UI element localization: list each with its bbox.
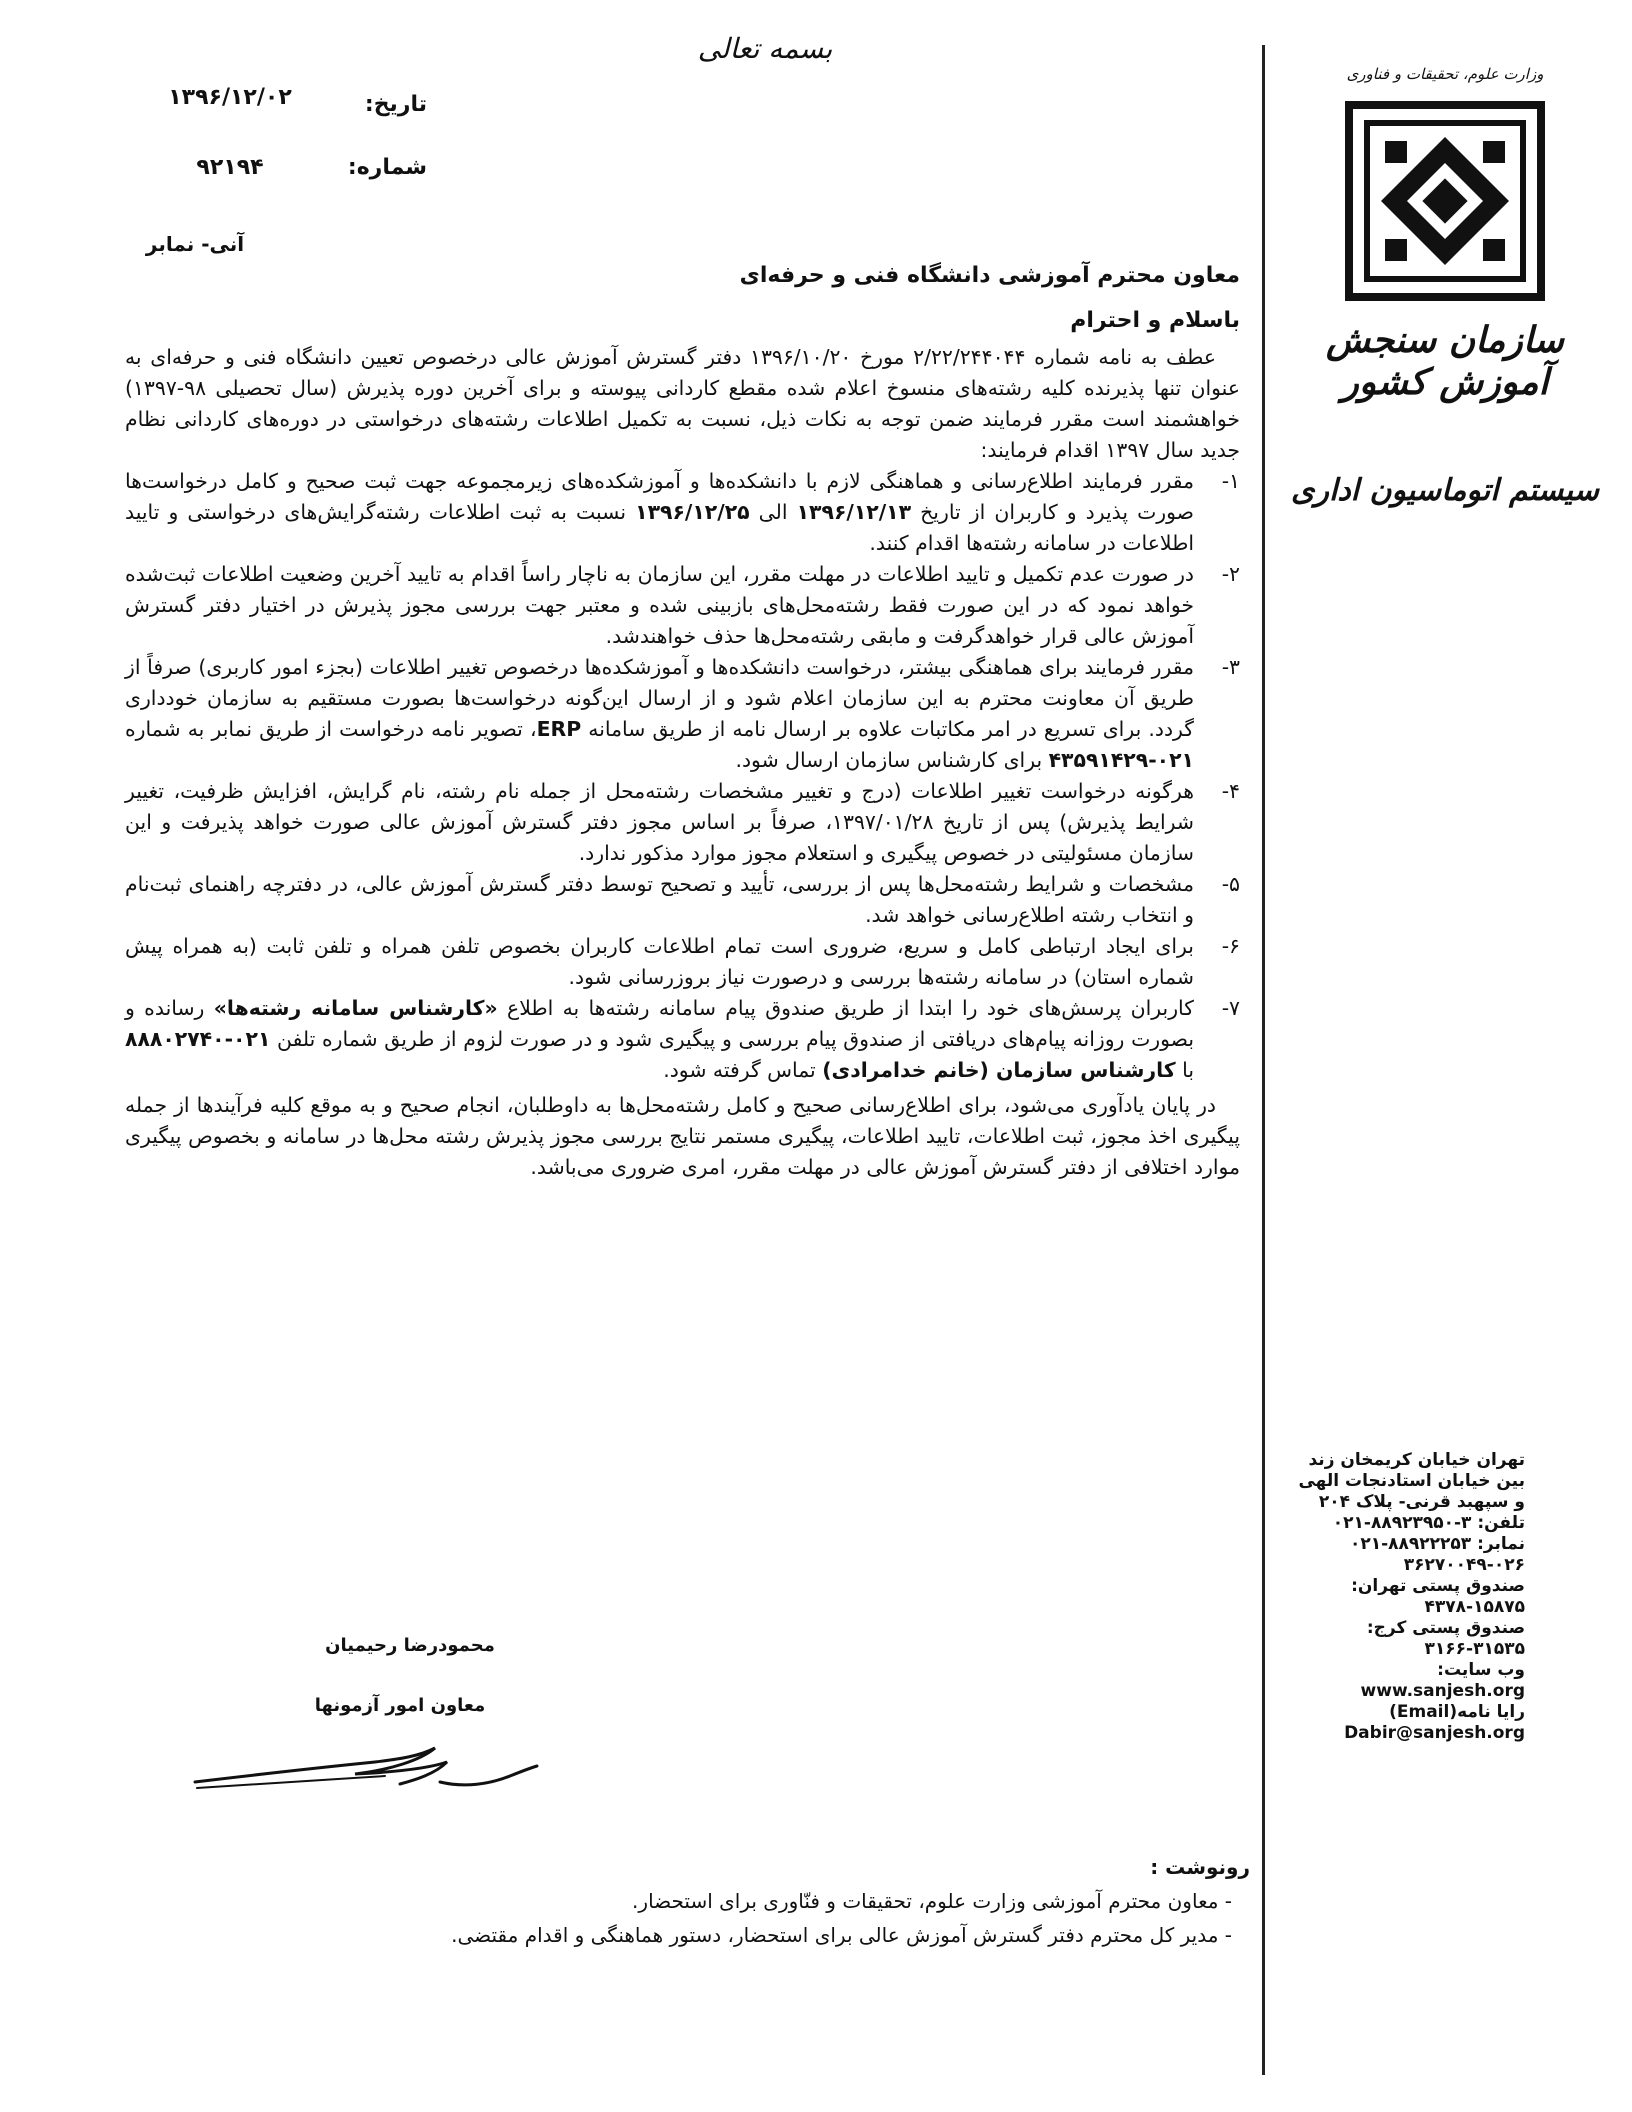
letter-body — [125, 260, 1240, 1183]
fax-line — [1275, 1534, 1525, 1555]
start-date: ۱۳۹۶/۱۲/۱۳ — [796, 500, 912, 524]
item-text-part: نسبت به ثبت اطلاعات رشته‌گرایش‌های درخواستی و تایید اطلاعات در سامانه رشته‌ها اقدام کنند. — [125, 500, 1194, 555]
organization-name: سازمان سنجش آموزش کشور — [1326, 319, 1564, 403]
sidebar — [1275, 55, 1615, 508]
address-line: تهران خیابان کریمخان زند — [1308, 1450, 1525, 1470]
signatory-name: محمودرضا رحیمیان — [325, 1635, 495, 1656]
ministry-name: وزارت علوم، تحقیقات و فناوری — [1346, 65, 1544, 83]
address-line: و سپهبد قرنی- پلاک ۲۰۴ — [1318, 1492, 1525, 1512]
list-item — [125, 993, 1240, 1086]
contact-info — [1275, 1450, 1525, 1744]
item-text — [125, 652, 1194, 776]
item-text: برای ایجاد ارتباطی کامل و سریع، ضروری است تمام اطلاعات کاربران بخصوص تلفن همراه و تلفن ثابت (به همراه پیش شماره استان) در سامانه رشته‌ها بررسی و درصورت نیاز بروزرسانی شود. — [125, 934, 1194, 989]
phone-line: تلفن: ۳-۸۸۹۲۳۹۵۰-۰۲۱ — [1332, 1513, 1525, 1533]
end-date: ۱۳۹۶/۱۲/۲۵ — [635, 500, 750, 524]
basmala-header: بسمه تعالی — [697, 32, 833, 65]
address-line: بین خیابان استادنجات الهی — [1298, 1471, 1525, 1491]
intro-paragraph: عطف به نامه شماره ۲/۲۲/۲۴۴۰۴۴ مورخ ۱۳۹۶/۱۰/۲۰ دفتر گسترش آموزش عالی درخصوص تعیین دانشگاه فنی و حرفه‌ای به عنوان تنها پذیرنده کلیه رشته‌های منسوخ اعلام شده مقطع کاردانی پیوسته و برای آخرین دوره پذیرش (سال تحصیلی ۹۸-۱۳۹۷) خواهشمند است مقرر فرمایند ضمن توجه به نکات ذیل، نسبت به تکمیل اطلاعات رشته‌های درخواستی در دوره‌های کاردانی نظام جدید سال ۱۳۹۷ اقدام فرمایند: — [125, 345, 1240, 462]
fax-label: نمابر: — [1477, 1534, 1525, 1554]
item-number: ۱- — [1221, 469, 1240, 493]
item-number: ۶- — [1221, 934, 1240, 958]
cc-title: رونوشت : — [1150, 1855, 1250, 1879]
system-name: سیستم اتوماسیون اداری — [1291, 473, 1599, 508]
item-number: ۴- — [1221, 779, 1240, 803]
item-text — [125, 993, 1194, 1086]
fax-number: ۸۸۹۲۲۲۵۳-۰۲۱ — [1349, 1534, 1472, 1554]
item-text-part: با — [1175, 1058, 1194, 1082]
item-text: هرگونه درخواست تغییر اطلاعات (درج و تغییر مشخصات رشته‌محل از جمله نام رشته، نام گرایش، افزایش ظرفیت، تغییر شرایط پذیرش) پس از تاریخ ۱۳۹۷/۰۱/۲۸، صرفاً بر اساس مجوز دفتر گسترش آموزش عالی صورت خواهد پذیرفت و این سازمان مسئولیتی در خصوص پیگیری و استعلام مجوز موارد مذکور ندارد. — [125, 779, 1194, 865]
urgency-label: آنی- نمابر — [145, 232, 245, 256]
closing-paragraph: در پایان یادآوری می‌شود، برای اطلاع‌رسانی صحیح و کامل رشته‌محل‌ها به داوطلبان، انجام صحیح و به موقع کلیه فرآیندها از جمله پیگیری اخذ مجوز، ثبت اطلاعات، تایید اطلاعات، پیگیری مستمر نتایج بررسی مجوز پذیرش رشته محل‌ها در سامانه و بخصوص پیگیری موارد اختلافی از دفتر گسترش آموزش عالی در مهلت مقرر، امری ضروری می‌باشد. — [125, 1093, 1240, 1179]
recipient: معاون محترم آموزشی دانشگاه فنی و حرفه‌ای — [739, 263, 1240, 288]
phone-number: ۰۲۱-۸۸۸۰۲۷۴۰ — [125, 1027, 271, 1051]
list-item — [125, 869, 1240, 931]
email-link[interactable]: Dabir@sanjesh.org — [1344, 1723, 1525, 1743]
list-item — [125, 931, 1240, 993]
signatory-title: معاون امور آزمونها — [314, 1695, 486, 1716]
list-item — [125, 652, 1240, 776]
cc-item: - معاون محترم آموزشی وزارت علوم، تحقیقات و فنّاوری برای استحضار. — [632, 1889, 1232, 1913]
organization-logo-icon — [1345, 101, 1545, 301]
list-item — [125, 559, 1240, 652]
date-label: تاریخ: — [364, 92, 427, 117]
handwritten-signature — [185, 1710, 545, 1800]
pobox-tehran: ۴۳۷۸-۱۵۸۷۵ — [1424, 1597, 1525, 1617]
item-text-part: الی — [749, 500, 797, 524]
pobox-karaj-label: صندوق پستی کرج: — [1366, 1618, 1525, 1638]
item-text-part: کاربران پرسش‌های خود را ابتدا از طریق صندوق پیام سامانه رشته‌ها به اطلاع — [497, 996, 1194, 1020]
list-item — [125, 776, 1240, 869]
expert-title: «کارشناس سامانه رشته‌ها» — [213, 996, 498, 1020]
list-item — [125, 466, 1240, 559]
item-text: مشخصات و شرایط رشته‌محل‌ها پس از بررسی، تأیید و تصحیح توسط دفتر گسترش آموزش عالی، در دفترچه راهنمای ثبت‌نام و انتخاب رشته اطلاع‌رسانی خواهد شد. — [125, 872, 1194, 927]
item-text: در صورت عدم تکمیل و تایید اطلاعات در مهلت مقرر، این سازمان به ناچار راساً اقدام به تایید آخرین وضعیت اطلاعات ثبت‌شده خواهد نمود که در این صورت فقط رشته‌محل‌های بازبینی شده و معتبر جهت بررسی مجوز پذیرش در اختیار دفتر گسترش آموزش عالی قرار خواهدگرفت و مابقی رشته‌محل‌ها حذف خواهندشد. — [125, 562, 1194, 648]
item-number: ۷- — [1221, 996, 1240, 1020]
item-number: ۳- — [1221, 655, 1240, 679]
item-number: ۲- — [1221, 562, 1240, 586]
contact-person: کارشناس سازمان (خانم خدامرادی) — [822, 1058, 1176, 1082]
item-text-part: مقرر فرمایند برای هماهنگی بیشتر، درخواست دانشکده‌ها و آموزشکده‌ها درخصوص تغییر اطلاعات (بجزء امور کاربری) صرفاً از طریق آن معاونت محترم به این سازمان اعلام شود و از ارسال این‌گونه درخواست‌ها بصورت مستقیم به سازمان خودداری گردد. برای تسریع در امر مکاتبات علاوه بر ارسال نامه از طریق سامانه — [125, 655, 1194, 741]
number-label: شماره: — [347, 155, 427, 180]
greeting: باسلام و احترام — [1070, 308, 1240, 333]
carbon-copy-section — [350, 1850, 1250, 1952]
email-label: رایا نامه(Email) — [1389, 1702, 1525, 1722]
item-text-part: برای کارشناس سازمان ارسال شود. — [735, 748, 1049, 772]
fax-number: ۰۲۱-۴۳۵۹۱۴۲۹ — [1048, 748, 1194, 772]
website-label: وب سایت: — [1437, 1660, 1525, 1680]
fax-line: ۳۶۲۷۰۰۴۹-۰۲۶ — [1403, 1555, 1525, 1575]
sidebar-divider — [1262, 45, 1265, 2075]
number-value: ۹۲۱۹۴ — [196, 155, 264, 180]
item-text-part: ، تصویر نامه درخواست از طریق نمابر به شماره — [125, 717, 537, 741]
item-text-part: رسانده و بصورت روزانه پیام‌های دریافتی از صندوق پیام بررسی و پیگیری شود و در صورت لزوم از طریق شماره تلفن — [125, 996, 1194, 1051]
cc-item: - مدیر کل محترم دفتر گسترش آموزش عالی برای استحضار، دستور هماهنگی و اقدام مقتضی. — [451, 1923, 1232, 1947]
item-text-part: تماس گرفته شود. — [663, 1058, 823, 1082]
erp-system-name: ERP — [536, 717, 582, 741]
pobox-tehran-label: صندوق پستی تهران: — [1351, 1576, 1525, 1596]
item-text-part: مقرر فرمایند اطلاع‌رسانی و هماهنگی لازم با دانشکده‌ها و آموزشکده‌های زیرمجموعه جهت ثبت صحیح و کامل درخواست‌ها صورت پذیرد و کاربران از تاریخ — [125, 469, 1194, 524]
date-value: ۱۳۹۶/۱۲/۰۲ — [168, 85, 292, 110]
item-number: ۵- — [1221, 872, 1240, 896]
pobox-karaj: ۳۱۶۶-۳۱۵۳۵ — [1424, 1639, 1525, 1659]
website-link[interactable]: www.sanjesh.org — [1360, 1681, 1525, 1701]
item-text — [125, 466, 1194, 559]
